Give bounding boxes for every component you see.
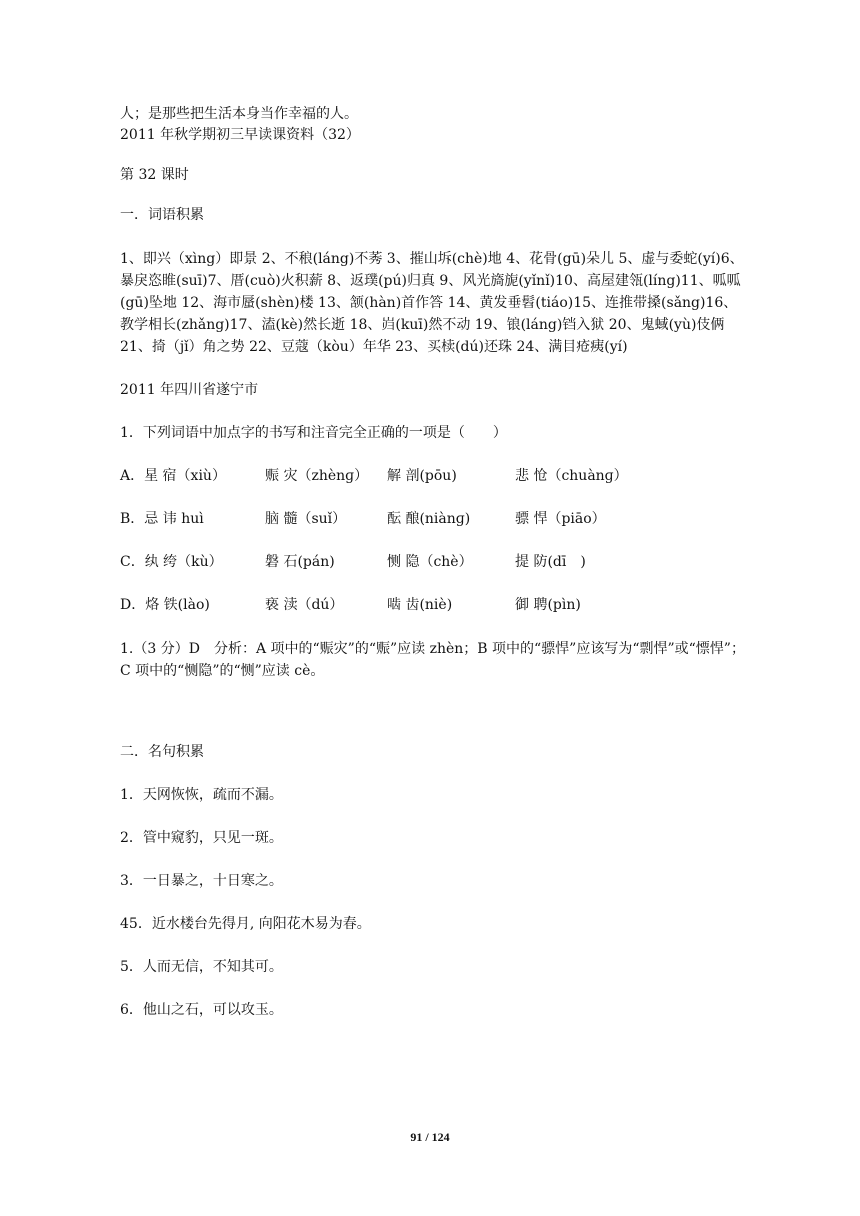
document-body: [120, 104, 745, 1021]
quote-item: 1．天网恢恢，疏而不漏。: [120, 787, 283, 803]
vocabulary-list: 1、即兴（xìng）即景 2、不稂(láng)不莠 3、摧山坼(chè)地 4、花骨(gū)朵儿 5、虚与委蛇(yí)6、暴戾恣睢(suī)7、厝(cuò)火积薪 8、返璞(pú)归真 9、风光旖旎(yǐnǐ)10、高屋建瓴(líng)11、呱呱(gū)坠地 12、海市蜃(shèn)楼 13、颔(hàn)首作答 14、黄发垂髫(tiáo)15、连推带搡(sǎng)16、教学相长(zhǎng)17、溘(kè)然长逝 18、岿(kuī)然不动 19、锒(láng)铛入狱 20、鬼蜮(yù)伎俩 21、掎（jǐ）角之势 22、豆蔻（kòu）年华 23、买椟(dú)还珠 24、满目疮痍(yí): [120, 251, 744, 355]
option-d: [120, 595, 745, 616]
header-text: 人；是那些把生活本身当作幸福的人。: [120, 106, 358, 122]
quote-item: 5．人而无信，不知其可。: [120, 959, 283, 975]
option-b-word-2: 脑 髓（suǐ）: [265, 511, 347, 527]
material-title: 2011 年秋学期初三早读课资料（32）: [120, 127, 360, 143]
option-d-word-4: 御 聘(pìn): [515, 597, 581, 613]
question-source: 2011 年四川省遂宁市: [120, 382, 259, 398]
option-b-word-3: 酝 酿(niànɡ): [387, 511, 471, 527]
option-b-word-1: B．忌 讳 huì: [120, 511, 204, 527]
option-c: [120, 552, 745, 573]
lesson-number: 第 32 课时: [120, 167, 189, 183]
option-a-word-3: 解 剖(pōu): [387, 468, 457, 484]
option-d-word-1: D．烙 铁(lào): [120, 597, 210, 613]
option-d-word-3: 啮 齿(niè): [387, 597, 453, 613]
option-c-word-4: 提 防(dī ): [515, 554, 586, 570]
option-c-word-1: C．纨 绔（kù）: [120, 554, 223, 570]
quote-item: 2．管中窥豹，只见一斑。: [120, 830, 283, 846]
option-b: [120, 509, 745, 530]
option-a: [120, 466, 745, 487]
option-a-word-4: 悲 怆（chuànɡ）: [515, 468, 628, 484]
option-b-word-4: 骠 悍（piāo）: [515, 511, 606, 527]
section-title-quotes: 二．名句积累: [120, 744, 204, 760]
option-d-word-2: 亵 渎（dú）: [265, 597, 344, 613]
quote-item: 3．一日暴之，十日寒之。: [120, 873, 283, 889]
option-a-word-1: A．星 宿（xiù）: [120, 468, 226, 484]
question-stem: 1．下列词语中加点字的书写和注音完全正确的一项是（ ）: [120, 425, 507, 441]
quote-item: 6．他山之石，可以攻玉。: [120, 1002, 283, 1018]
section-title-vocabulary: 一．词语积累: [120, 207, 204, 223]
answer-analysis: 1.（3 分）D 分析：A 项中的“赈灾”的“赈”应读 zhèn；B 项中的“骠悍”应该写为“剽悍”或“慓悍”；C 项中的“恻隐”的“恻”应读 cè。: [120, 641, 745, 679]
quote-item: 45．近水楼台先得月, 向阳花木易为春。: [120, 916, 371, 932]
option-a-word-2: 赈 灾（zhènɡ）: [265, 468, 369, 484]
option-c-word-3: 恻 隐（chè）: [387, 554, 473, 570]
option-c-word-2: 磐 石(pán): [265, 554, 335, 570]
page-number: 91 / 124: [410, 1130, 450, 1144]
